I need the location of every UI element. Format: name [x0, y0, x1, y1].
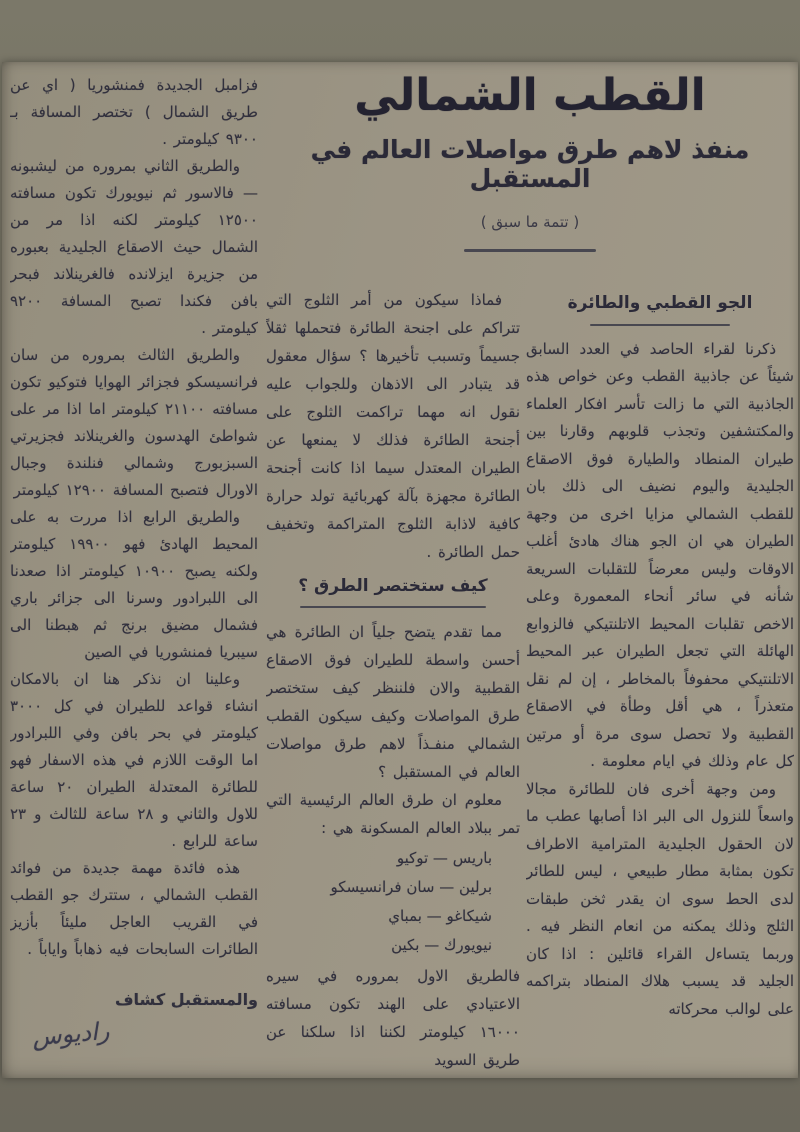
paragraph: فزامبل الجديدة فمنشوريا ( اي عن طريق الشمال ) تختصر المسافة بـ ٩٣٠٠ كيلومتر . [10, 76, 258, 148]
article-title: القطب الشمالي [354, 70, 706, 121]
routes-list [266, 844, 520, 960]
column-left [10, 72, 258, 990]
route-item: شيكاغو — بمباي [388, 907, 492, 925]
paragraph: وعلينا ان نذكر هنا ان بالامكان انشاء قواعد للطيران في كل ٣٠٠٠ كيلومتر في بحر بافن وفي اللبرادور اما الوقت اللازم في هذه الاسفار فهو للطائرة المعتدلة الطيران ٢٠ ساعة للاول والثاني و ٢٨ ساعة للثالث و ٢٣ ساعة للرابع . [10, 670, 258, 850]
section-heading-polar-air: الجو القطبي والطائرة [567, 293, 753, 313]
column-right [526, 288, 794, 1076]
continuation-note: ( تتمة ما سبق ) [480, 213, 580, 232]
paragraph: والطريق الرابع اذا مررت به على المحيط الهادئ فهو ١٩٩٠٠ كيلومتر ولكنه يصبح ١٠٩٠٠ كيلومتر اذا صعدنا الى اللبرادور وسرنا الى جزائر باري فشمال مضيق برنج ثم هبطنا الى سيبريا فمنشوريا في الصين [10, 508, 258, 661]
paragraph: والطريق الثالث بمروره من سان فرانسيسكو فجزائر الهوايا فتوكيو تكون مسافته ٢١١٠٠ كيلومتر اما اذا مر على شواطئ الهدسون والغرينلاند فجزيرتي السبزبورج وشمالي فنلندة وجبال الاورال فتصبح المسافة ١٢٩٠٠ كيلومتر [10, 346, 258, 499]
article-subtitle: منفذ لاهم طرق مواصلات العالم في المستقبل [310, 135, 750, 194]
heading-divider [300, 606, 486, 608]
paragraph: هذه فائدة مهمة جديدة من فوائد القطب الشمالي ، ستترك جو القطب في القريب العاجل مليئاً بأزيز الطائرات السابحات فيه ذهاباً واياباً . [10, 859, 258, 958]
paragraph: والطريق الثاني بمروره من ليشبونه — فالاسور ثم نيويورك تكون مسافته ١٢٥٠٠ كيلومتر لكنه اذا مر من الشمال حيث الاصقاع الجليدية بعبوره من جزيرة ايزلانده فالغرينلاند فبحر بافن فكندا تصبح المسافة ٩٢٠٠ كيلومتر . [10, 157, 258, 337]
closing-line: والمستقبل كشاف [114, 990, 258, 1009]
routes-heading-block [266, 572, 520, 608]
article-header [264, 66, 796, 252]
paragraph: ومن وجهة أخرى فان للطائرة مجالا واسعاً للنزول الى البر اذا أصابها عطب ما لان الحقول الجليدية المترامية الاطراف تكون بمثابة مطار طبيعي ، ليس للطائر لدى الحط سوى ان يقدر ثخن طبقات الثلج وذلك يمكنه من انعام النظر فيه . وربما يتساءل القراء قائلين : اذا كان الجليد قد يسبب هلاك المنطاد بتراكمه على لوالب محركاته [526, 779, 794, 1018]
paragraph: فماذا سيكون من أمر الثلوج التي تتراكم على اجنحة الطائرة فتحملها ثقلاً جسيماً وتسبب تأخيرها ؟ سؤال معقول قد يتبادر الى الاذهان وللجواب عليه نقول انه مهما تراكمت الثلوج على أجنحة الطائرة فذلك لا يمنعها عن الطيران المعتدل سيما اذا كانت أجنحة الطائرة مجهزة بآلة كهربائية تولد حرارة كافية لاذابة الثلوج المتراكمة وتخفيف حمل الطائرة . [266, 291, 520, 561]
route-item: برلين — سان فرانسيسكو [330, 878, 492, 896]
column-middle [266, 286, 520, 1078]
route-item: نيويورك — بكين [391, 936, 492, 954]
section-heading-routes: كيف ستختصر الطرق ؟ [298, 576, 488, 596]
paragraph: معلوم ان طرق العالم الرئيسية التي تمر ببلاد العالم المسكونة هي : [266, 791, 520, 837]
paragraph: ذكرنا لقراء الحاصد في العدد السابق شيئاً عن جاذبية القطب وعن خواص هذه الجاذبية التي ما زالت تأسر افكار العلماء والمكتشفين وتجذب قلوبهم وقارنا بين طيران المنطاد والطيارة فوق الاصقاع الجليدية واليوم نضيف الى ذلك بان للقطب الشمالي مزايا اخرى من وجهة الطيران هي ان الجو هناك هادئ أغلب الاوقات وليس معرضاً للتقلبات السريعة شأنه في سائر أنحاء المعمورة وعلى الاخص تقلبات المحيط الاتلنتيكي فالزوابع الهائلة التي تجعل الطيران عبر المحيط الاتلنتيكي محفوفاً بالمخاطر ، إن لم نقل متعذراً ، هي أقل وطأة في الاصقاع القطبية ولا تحصل سوى مرة أو مرتين كل عام وذلك في ايام معلومة . [526, 339, 794, 770]
title-divider [464, 249, 596, 252]
paragraph: فالطريق الاول بمروره في سيره الاعتيادي على الهند تكون مسافته ١٦٠٠٠ كيلومتر لكننا اذا سلكنا عن طريق السويد [266, 967, 520, 1069]
scanned-page [2, 62, 798, 1078]
heading-divider [590, 324, 730, 326]
route-item: باريس — توكيو [396, 849, 492, 867]
author-signature: راديوس [30, 1016, 111, 1052]
paragraph: مما تقدم يتضح جلياً ان الطائرة هي أحسن واسطة للطيران فوق الاصقاع القطبية والان فلننظر كيف ستختصر طرق المواصلات وكيف سيكون القطب الشمالي منفـذاً لاهم طرق مواصلات العالم في المستقبل ؟ [266, 623, 520, 781]
